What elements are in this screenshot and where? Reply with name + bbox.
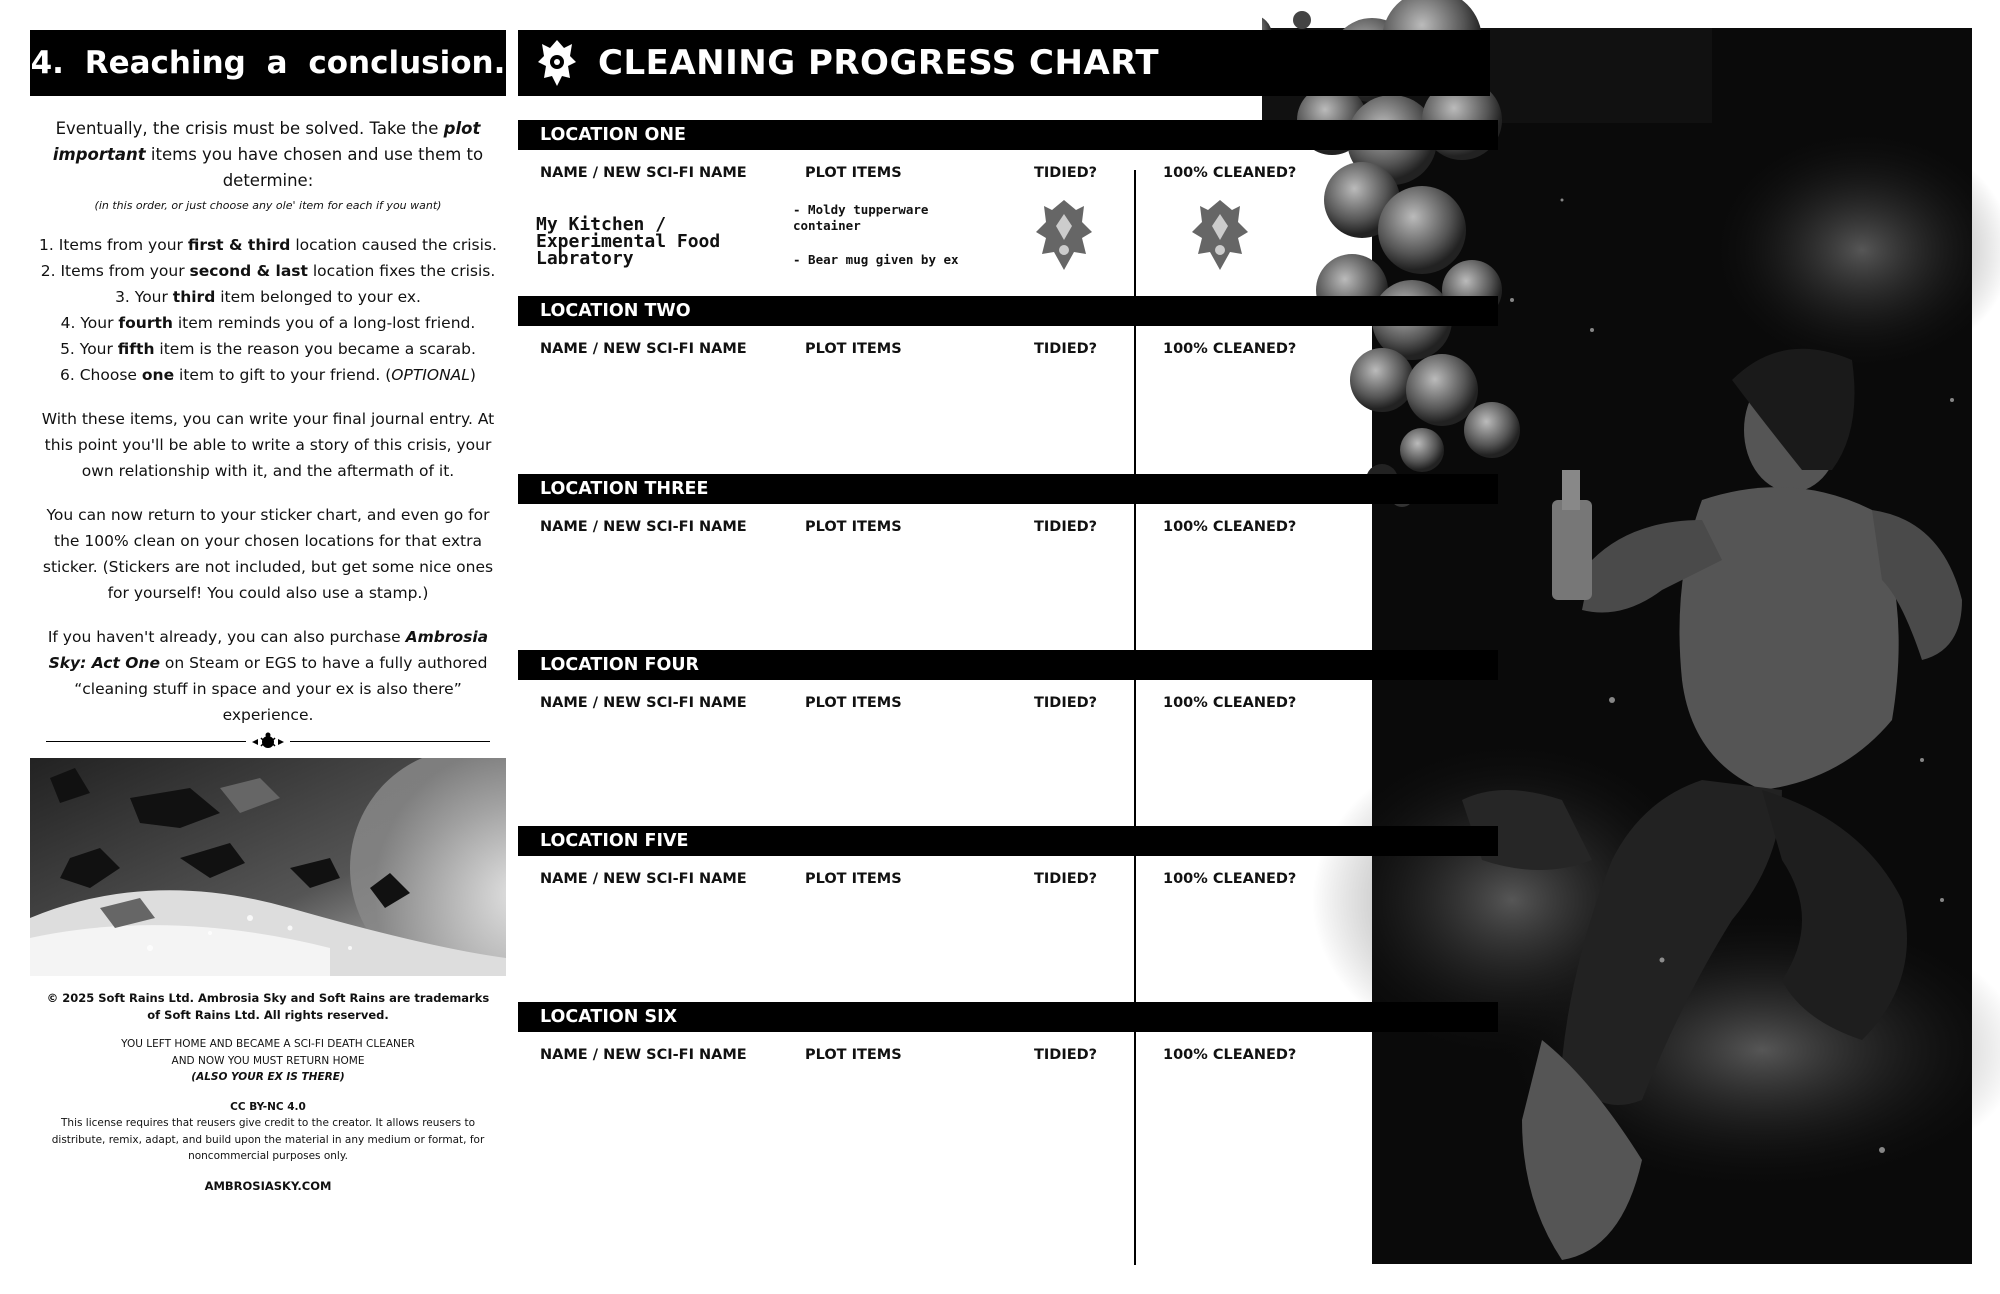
list-item: 5. Your fifth item is the reason you became a scarab. — [60, 340, 476, 358]
steps-list — [30, 232, 506, 388]
section-title: 4. Reaching a conclusion. — [30, 45, 506, 81]
column-header-items: PLOT ITEMS — [805, 519, 902, 535]
column-header-name: NAME / NEW SCI-FI NAME — [540, 1047, 747, 1063]
plot-item: - Bear mug given by ex — [793, 252, 959, 267]
divider-line — [290, 741, 490, 742]
tagline-2: AND NOW YOU MUST RETURN HOME — [171, 1054, 365, 1067]
location-three-section — [518, 474, 1498, 649]
chart-title: CLEANING PROGRESS CHART — [598, 43, 1160, 83]
credits-block — [46, 990, 490, 1194]
location-label: LOCATION TWO — [518, 296, 1498, 326]
website-link[interactable]: AMBROSIASKY.COM — [204, 1178, 332, 1193]
column-header-items: PLOT ITEMS — [805, 695, 902, 711]
license-text: This license requires that reusers give credit to the creator. It allows reusers to distribute, remix, adapt, and build upon the material in any medium or format, for noncommercial purposes only. — [51, 1117, 485, 1162]
column-header-name: NAME / NEW SCI-FI NAME — [540, 871, 747, 887]
scarab-logo-icon — [534, 36, 580, 90]
location-name-entry: My Kitchen / Experimental Food Labratory — [536, 214, 721, 269]
instructions-column — [30, 30, 506, 728]
tidied-scarab-stamp-icon — [1032, 196, 1096, 278]
column-headers — [518, 326, 1498, 362]
ornament-divider — [46, 732, 490, 752]
list-item: 1. Items from your first & third location caused the crisis. — [39, 236, 497, 254]
list-item: 3. Your third item belonged to your ex. — [115, 288, 421, 306]
column-header-items: PLOT ITEMS — [805, 165, 902, 181]
column-headers — [518, 680, 1498, 716]
chart-header — [518, 30, 1490, 96]
divider-line — [46, 741, 246, 742]
location-label: LOCATION ONE — [518, 120, 1498, 150]
location-five-section — [518, 826, 1498, 1001]
location-label: LOCATION THREE — [518, 474, 1498, 504]
column-header-cleaned: 100% CLEANED? — [1163, 341, 1297, 357]
location-six-section — [518, 1002, 1498, 1177]
tagline-3: (ALSO YOUR EX IS THERE) — [191, 1071, 345, 1083]
intro-emphasis: plot important — [52, 119, 481, 164]
location-one-section — [518, 120, 1498, 295]
space-battle-illustration — [30, 758, 506, 976]
column-header-tidied: TIDIED? — [1034, 341, 1098, 357]
location-four-section — [518, 650, 1498, 825]
column-header-tidied: TIDIED? — [1034, 695, 1098, 711]
column-header-tidied: TIDIED? — [1034, 165, 1098, 181]
scarab-ornament-icon — [250, 732, 286, 752]
tagline-1: YOU LEFT HOME AND BECAME A SCI-FI DEATH CLEANER — [121, 1038, 415, 1050]
column-headers — [518, 150, 1498, 186]
column-header-items: PLOT ITEMS — [805, 341, 902, 357]
column-header-name: NAME / NEW SCI-FI NAME — [540, 695, 747, 711]
column-header-cleaned: 100% CLEANED? — [1163, 871, 1297, 887]
sticker-paragraph: You can now return to your sticker chart, and even go for the 100% clean on your chosen locations for that extra sticker. (Stickers are not included, but get some nice ones for yourself! You could also use a stamp.) — [42, 506, 494, 602]
location-label: LOCATION FOUR — [518, 650, 1498, 680]
column-headers — [518, 856, 1498, 892]
intro-paragraph — [30, 116, 506, 214]
location-two-section — [518, 296, 1498, 471]
section-header — [30, 30, 506, 96]
column-headers — [518, 504, 1498, 540]
column-header-cleaned: 100% CLEANED? — [1163, 695, 1297, 711]
license-title: CC BY-NC 4.0 — [230, 1100, 306, 1113]
purchase-paragraph: If you haven't already, you can also purchase Ambrosia Sky: Act One on Steam or EGS to have a fully authored “cleaning stuff in space and your ex is also there” experience. — [47, 628, 489, 724]
column-header-name: NAME / NEW SCI-FI NAME — [540, 341, 747, 357]
list-item: 2. Items from your second & last location fixes the crisis. — [40, 262, 496, 280]
location-label: LOCATION FIVE — [518, 826, 1498, 856]
location-label: LOCATION SIX — [518, 1002, 1498, 1032]
column-header-cleaned: 100% CLEANED? — [1163, 1047, 1297, 1063]
column-header-tidied: TIDIED? — [1034, 519, 1098, 535]
column-header-tidied: TIDIED? — [1034, 1047, 1098, 1063]
column-header-name: NAME / NEW SCI-FI NAME — [540, 165, 747, 181]
copyright-text: © 2025 Soft Rains Ltd. Ambrosia Sky and Soft Rains are trademarks of Soft Rains Ltd. All rights reserved. — [46, 991, 490, 1022]
column-header-cleaned: 100% CLEANED? — [1163, 519, 1297, 535]
column-headers — [518, 1032, 1498, 1068]
column-header-tidied: TIDIED? — [1034, 871, 1098, 887]
intro-text-end: items you have chosen and use them to determine: — [145, 145, 484, 190]
order-note: (in this order, or just choose any ole' item for each if you want) — [94, 199, 442, 212]
column-header-cleaned: 100% CLEANED? — [1163, 165, 1297, 181]
column-header-items: PLOT ITEMS — [805, 1047, 902, 1063]
list-item: 6. Choose one item to gift to your friend. (OPTIONAL) — [60, 366, 476, 384]
plot-item: - Moldy tupperware container — [793, 202, 929, 233]
column-header-name: NAME / NEW SCI-FI NAME — [540, 519, 747, 535]
plot-items-entry — [793, 202, 993, 286]
game-title: Ambrosia Sky: Act One — [48, 628, 489, 672]
intro-text: Eventually, the crisis must be solved. Take the — [55, 119, 444, 138]
column-header-items: PLOT ITEMS — [805, 871, 902, 887]
journal-paragraph: With these items, you can write your final journal entry. At this point you'll be able to write a story of this crisis, your own relationship with it, and the aftermath of it. — [41, 410, 495, 480]
list-item: 4. Your fourth item reminds you of a long-lost friend. — [60, 314, 476, 332]
cleaned-scarab-stamp-icon — [1188, 196, 1252, 278]
